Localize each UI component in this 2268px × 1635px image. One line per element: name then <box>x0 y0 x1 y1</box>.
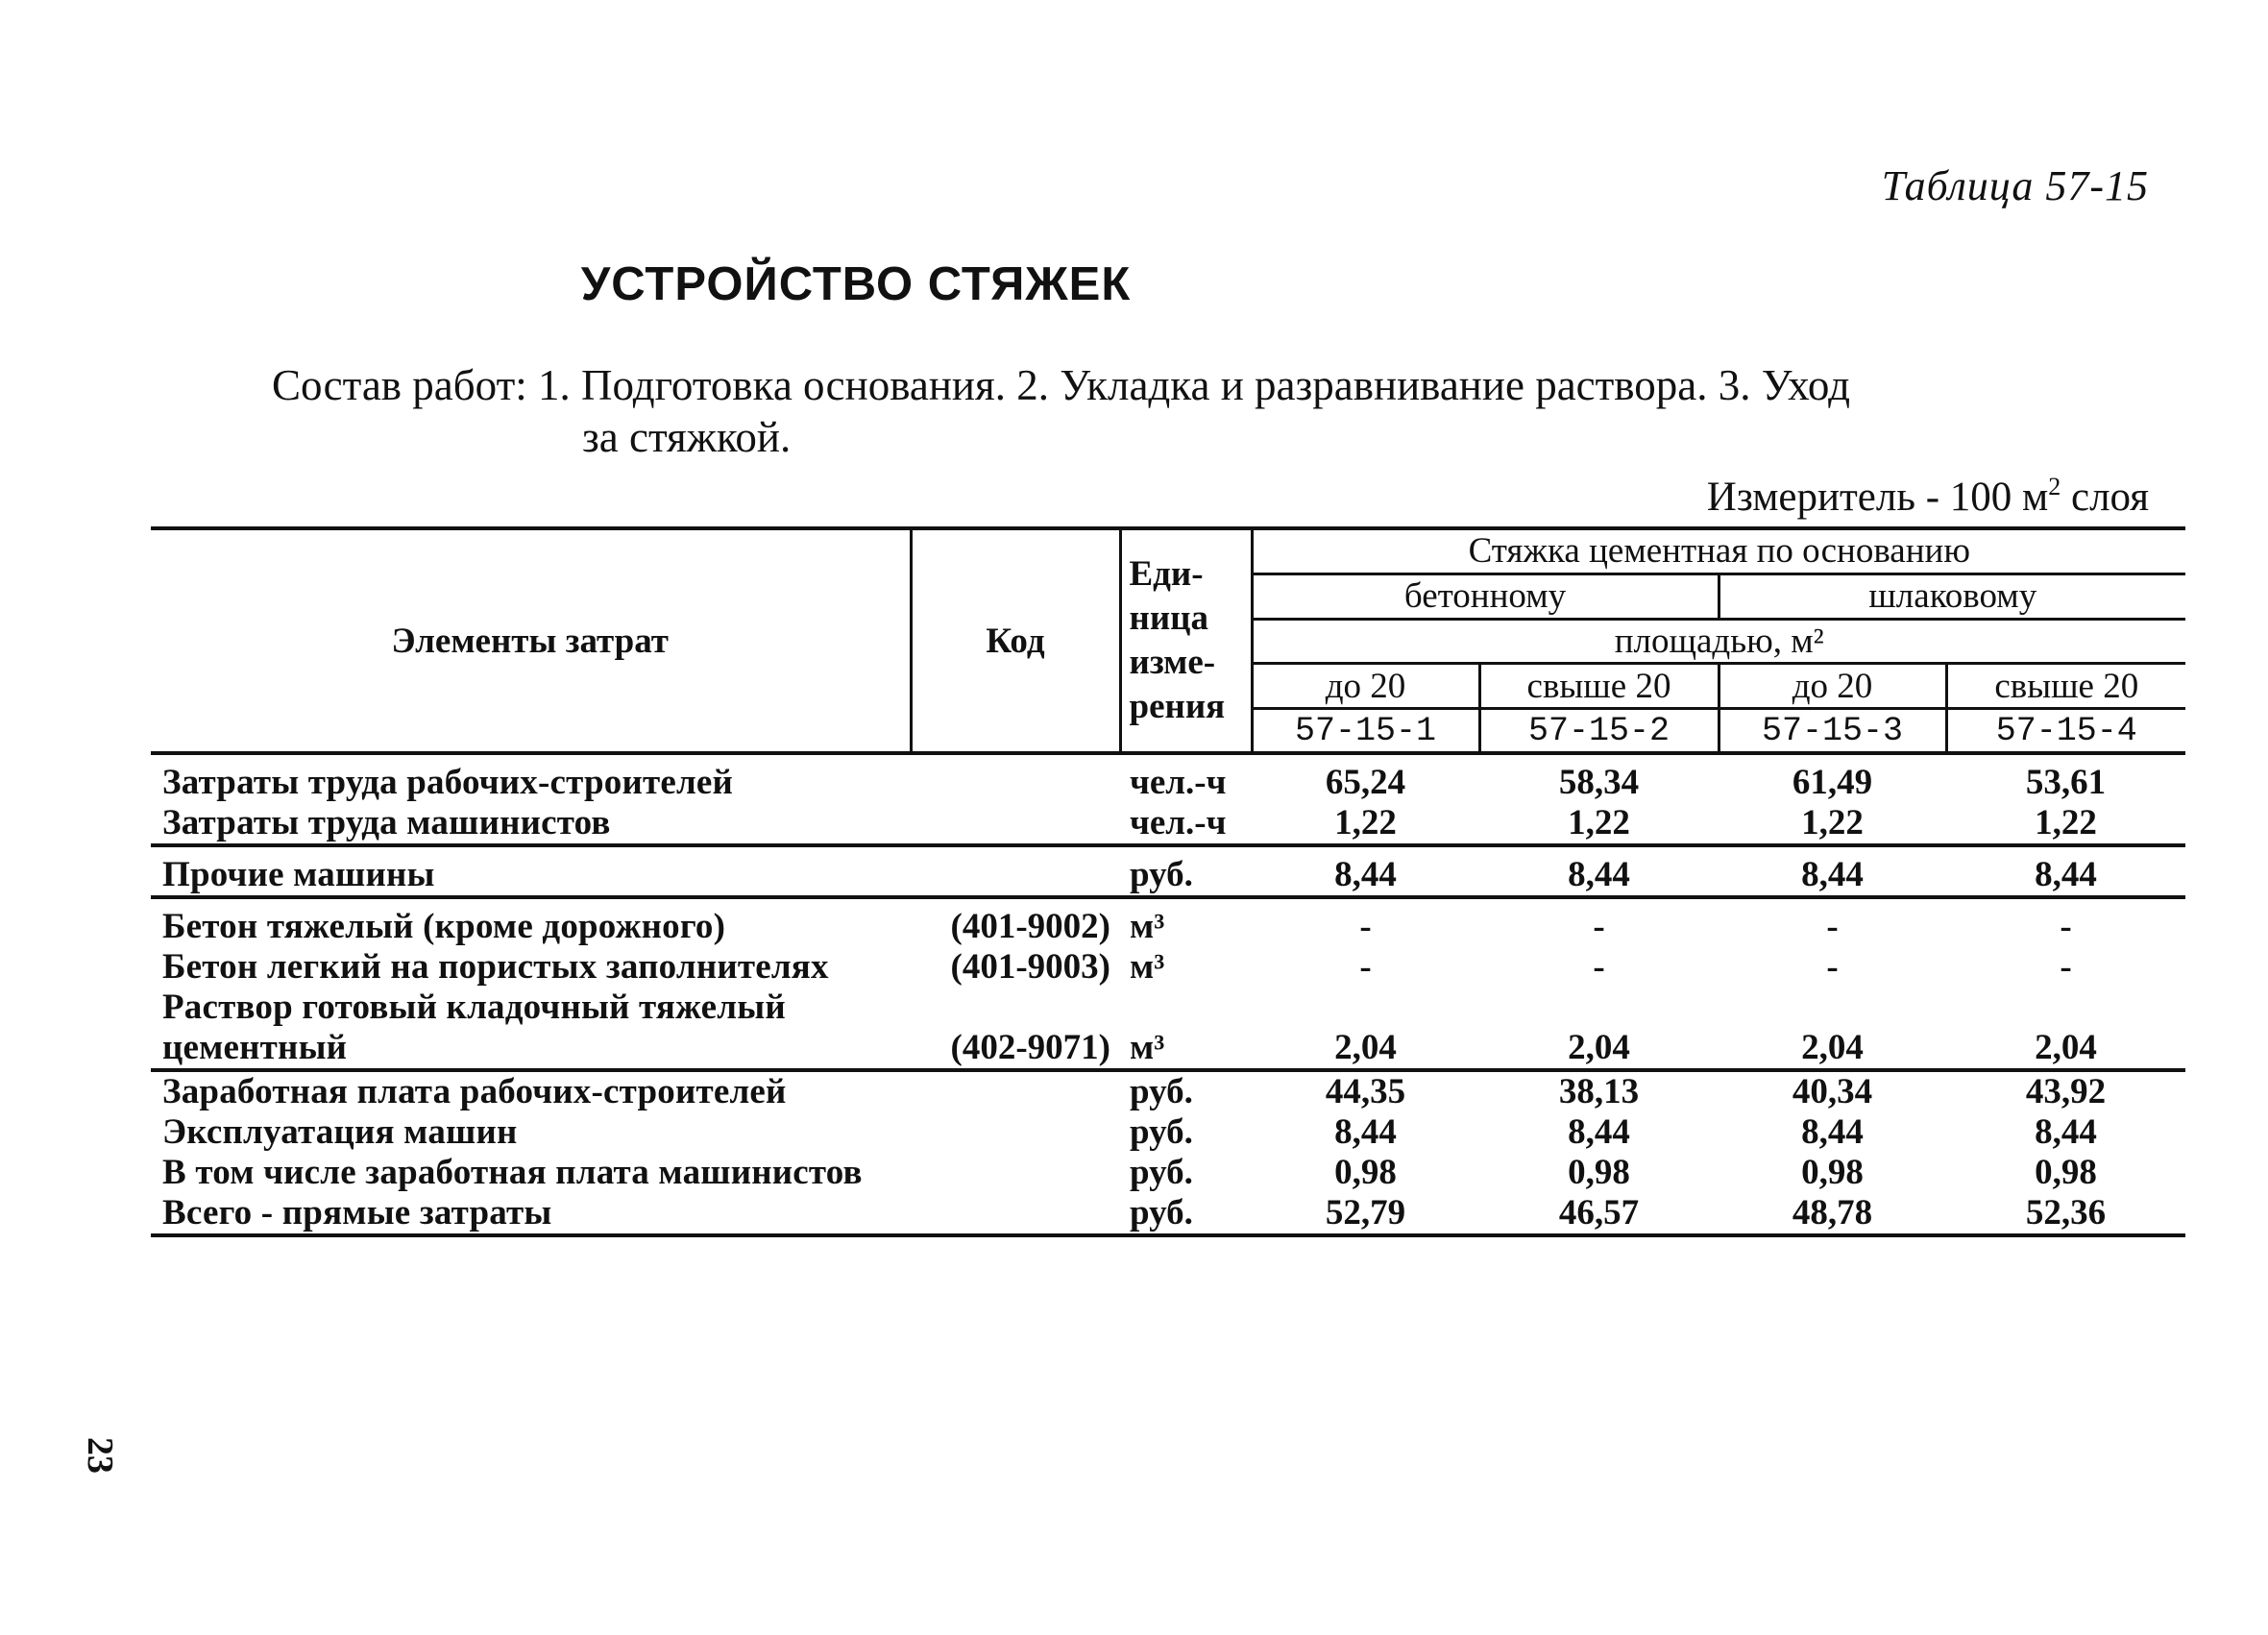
resource-code <box>911 1193 1120 1235</box>
value-cell: 43,92 <box>2025 1072 2107 1111</box>
resource-code: (402-9071) <box>950 1028 1110 1067</box>
wages-group <box>151 1070 2185 1235</box>
cost-element-name: Прочие машины <box>162 855 435 894</box>
machines-group <box>151 845 2185 897</box>
value-cell: 0,98 <box>2035 1153 2097 1192</box>
header-unit-line: ница <box>1129 598 1208 638</box>
table-row <box>151 947 2185 988</box>
value-cell: 1,22 <box>1801 803 1864 842</box>
value-cell: 48,78 <box>1792 1193 1873 1232</box>
value-cell: 53,61 <box>2025 763 2107 802</box>
header-base-concrete: бетонному <box>1252 573 1719 619</box>
cost-element-name: цементный <box>162 1028 348 1067</box>
work-composition <box>272 359 2116 463</box>
table-number: Таблица 57-15 <box>1881 162 2149 209</box>
unit-of-measure: руб. <box>1130 1072 1193 1111</box>
header-screed-group: Стяжка цементная по основанию <box>1252 528 2185 573</box>
cost-element-name: В том числе заработная плата машинистов <box>162 1153 863 1192</box>
header-area: площадью, м² <box>1252 619 2185 664</box>
table-row <box>151 897 2185 947</box>
table-row <box>151 988 2185 1028</box>
unit-of-measure: руб. <box>1130 1193 1193 1232</box>
cost-element-name: Бетон тяжелый (кроме дорожного) <box>162 907 726 946</box>
value-cell: 52,36 <box>2025 1193 2107 1232</box>
value-cell: 2,04 <box>1334 1028 1397 1067</box>
header-norm-code: 57-15-1 <box>1252 709 1479 753</box>
unit-of-measure: чел.-ч <box>1130 763 1227 802</box>
unit-of-measure: м³ <box>1130 907 1165 946</box>
value-cell: 38,13 <box>1558 1072 1640 1111</box>
cost-element-name: Затраты труда рабочих-строителей <box>162 763 734 802</box>
work-composition-line-2: за стяжкой. <box>582 413 792 461</box>
header-elements: Элементы затрат <box>151 528 911 753</box>
value-cell: 58,34 <box>1558 763 1640 802</box>
value-cell: - <box>1593 947 1605 987</box>
unit-of-measure <box>1120 988 1252 1028</box>
value-cell: - <box>2060 947 2072 987</box>
resource-code <box>911 988 1120 1028</box>
unit-of-measure: чел.-ч <box>1130 803 1227 842</box>
resource-code <box>911 803 1120 845</box>
value-cell: 8,44 <box>2035 855 2097 894</box>
cost-element-name: Бетон легкий на пористых заполнителях <box>162 947 829 987</box>
value-cell <box>1946 988 2185 1028</box>
table-row <box>151 753 2185 803</box>
header-range: до 20 <box>1252 664 1479 709</box>
value-cell: - <box>1359 947 1372 987</box>
table-row <box>151 1070 2185 1112</box>
header-range: свыше 20 <box>1946 664 2185 709</box>
cost-table-header <box>151 528 2185 753</box>
value-cell: 0,98 <box>1568 1153 1630 1192</box>
value-cell: 2,04 <box>2035 1028 2097 1067</box>
value-cell: - <box>1826 947 1839 987</box>
measurement-unit-exponent: 2 <box>2048 473 2061 500</box>
table-row <box>151 1193 2185 1235</box>
resource-code <box>911 845 1120 897</box>
value-cell: 52,79 <box>1325 1193 1406 1232</box>
header-norm-code: 57-15-3 <box>1719 709 1946 753</box>
value-cell <box>1252 988 1479 1028</box>
value-cell: 1,22 <box>1568 803 1630 842</box>
value-cell: 8,44 <box>1334 855 1397 894</box>
value-cell: 0,98 <box>1334 1153 1397 1192</box>
value-cell: 1,22 <box>1334 803 1397 842</box>
value-cell: - <box>1593 907 1605 946</box>
cost-element-name: Затраты труда машинистов <box>162 803 611 842</box>
header-range: свыше 20 <box>1479 664 1719 709</box>
header-norm-code: 57-15-2 <box>1479 709 1719 753</box>
value-cell: 1,22 <box>2035 803 2097 842</box>
value-cell: - <box>2060 907 2072 946</box>
header-range: до 20 <box>1719 664 1946 709</box>
resource-code: (401-9003) <box>950 947 1110 987</box>
value-cell: 46,57 <box>1558 1193 1640 1232</box>
page-title: УСТРОЙСТВО СТЯЖЕК <box>580 258 1132 310</box>
value-cell: 2,04 <box>1801 1028 1864 1067</box>
work-composition-line-1: Состав работ: 1. Подготовка основания. 2. Укладка и разравнивание раствора. 3. Уход <box>272 361 1850 409</box>
value-cell <box>1479 988 1719 1028</box>
value-cell: 40,34 <box>1792 1072 1873 1111</box>
table-row <box>151 1112 2185 1153</box>
resource-code <box>911 1070 1120 1112</box>
value-cell: 2,04 <box>1568 1028 1630 1067</box>
value-cell: 8,44 <box>2035 1112 2097 1152</box>
value-cell: 44,35 <box>1325 1072 1406 1111</box>
value-cell: 8,44 <box>1801 855 1864 894</box>
resource-code <box>911 753 1120 803</box>
table-row <box>151 803 2185 845</box>
header-unit-line: рения <box>1129 687 1226 726</box>
header-unit <box>1120 528 1252 753</box>
value-cell: 65,24 <box>1325 763 1406 802</box>
table-row <box>151 845 2185 897</box>
table-row <box>151 1153 2185 1193</box>
value-cell: - <box>1826 907 1839 946</box>
resource-code <box>911 1112 1120 1153</box>
header-norm-code: 57-15-4 <box>1946 709 2185 753</box>
value-cell: 8,44 <box>1568 855 1630 894</box>
cost-element-name: Заработная плата рабочих-строителей <box>162 1072 787 1111</box>
header-code: Код <box>911 528 1120 753</box>
table-row <box>151 1028 2185 1070</box>
unit-of-measure: м³ <box>1130 947 1165 987</box>
value-cell <box>1719 988 1946 1028</box>
page-number: 23 <box>80 1437 120 1474</box>
resource-code <box>911 1153 1120 1193</box>
unit-of-measure: руб. <box>1130 855 1193 894</box>
cost-element-name: Эксплуатация машин <box>162 1112 518 1152</box>
value-cell: 61,49 <box>1792 763 1873 802</box>
value-cell: 8,44 <box>1334 1112 1397 1152</box>
unit-of-measure: руб. <box>1130 1153 1193 1192</box>
measurement-unit <box>1707 473 2149 521</box>
value-cell: 8,44 <box>1568 1112 1630 1152</box>
header-unit-line: Еди- <box>1129 554 1204 594</box>
header-base-slag: шлаковому <box>1719 573 2185 619</box>
labor-group <box>151 753 2185 845</box>
materials-group <box>151 897 2185 1070</box>
value-cell: - <box>1359 907 1372 946</box>
value-cell: 8,44 <box>1801 1112 1864 1152</box>
unit-of-measure: руб. <box>1130 1112 1193 1152</box>
unit-of-measure: м³ <box>1130 1028 1165 1067</box>
measurement-unit-suffix: слоя <box>2061 475 2149 520</box>
cost-element-name: Раствор готовый кладочный тяжелый <box>162 988 786 1027</box>
measurement-unit-prefix: Измеритель - 100 м <box>1706 475 2049 520</box>
header-unit-line: изме- <box>1129 643 1216 682</box>
cost-element-name: Всего - прямые затраты <box>162 1193 552 1232</box>
cost-table <box>151 526 2185 1237</box>
resource-code: (401-9002) <box>950 907 1110 946</box>
value-cell: 0,98 <box>1801 1153 1864 1192</box>
